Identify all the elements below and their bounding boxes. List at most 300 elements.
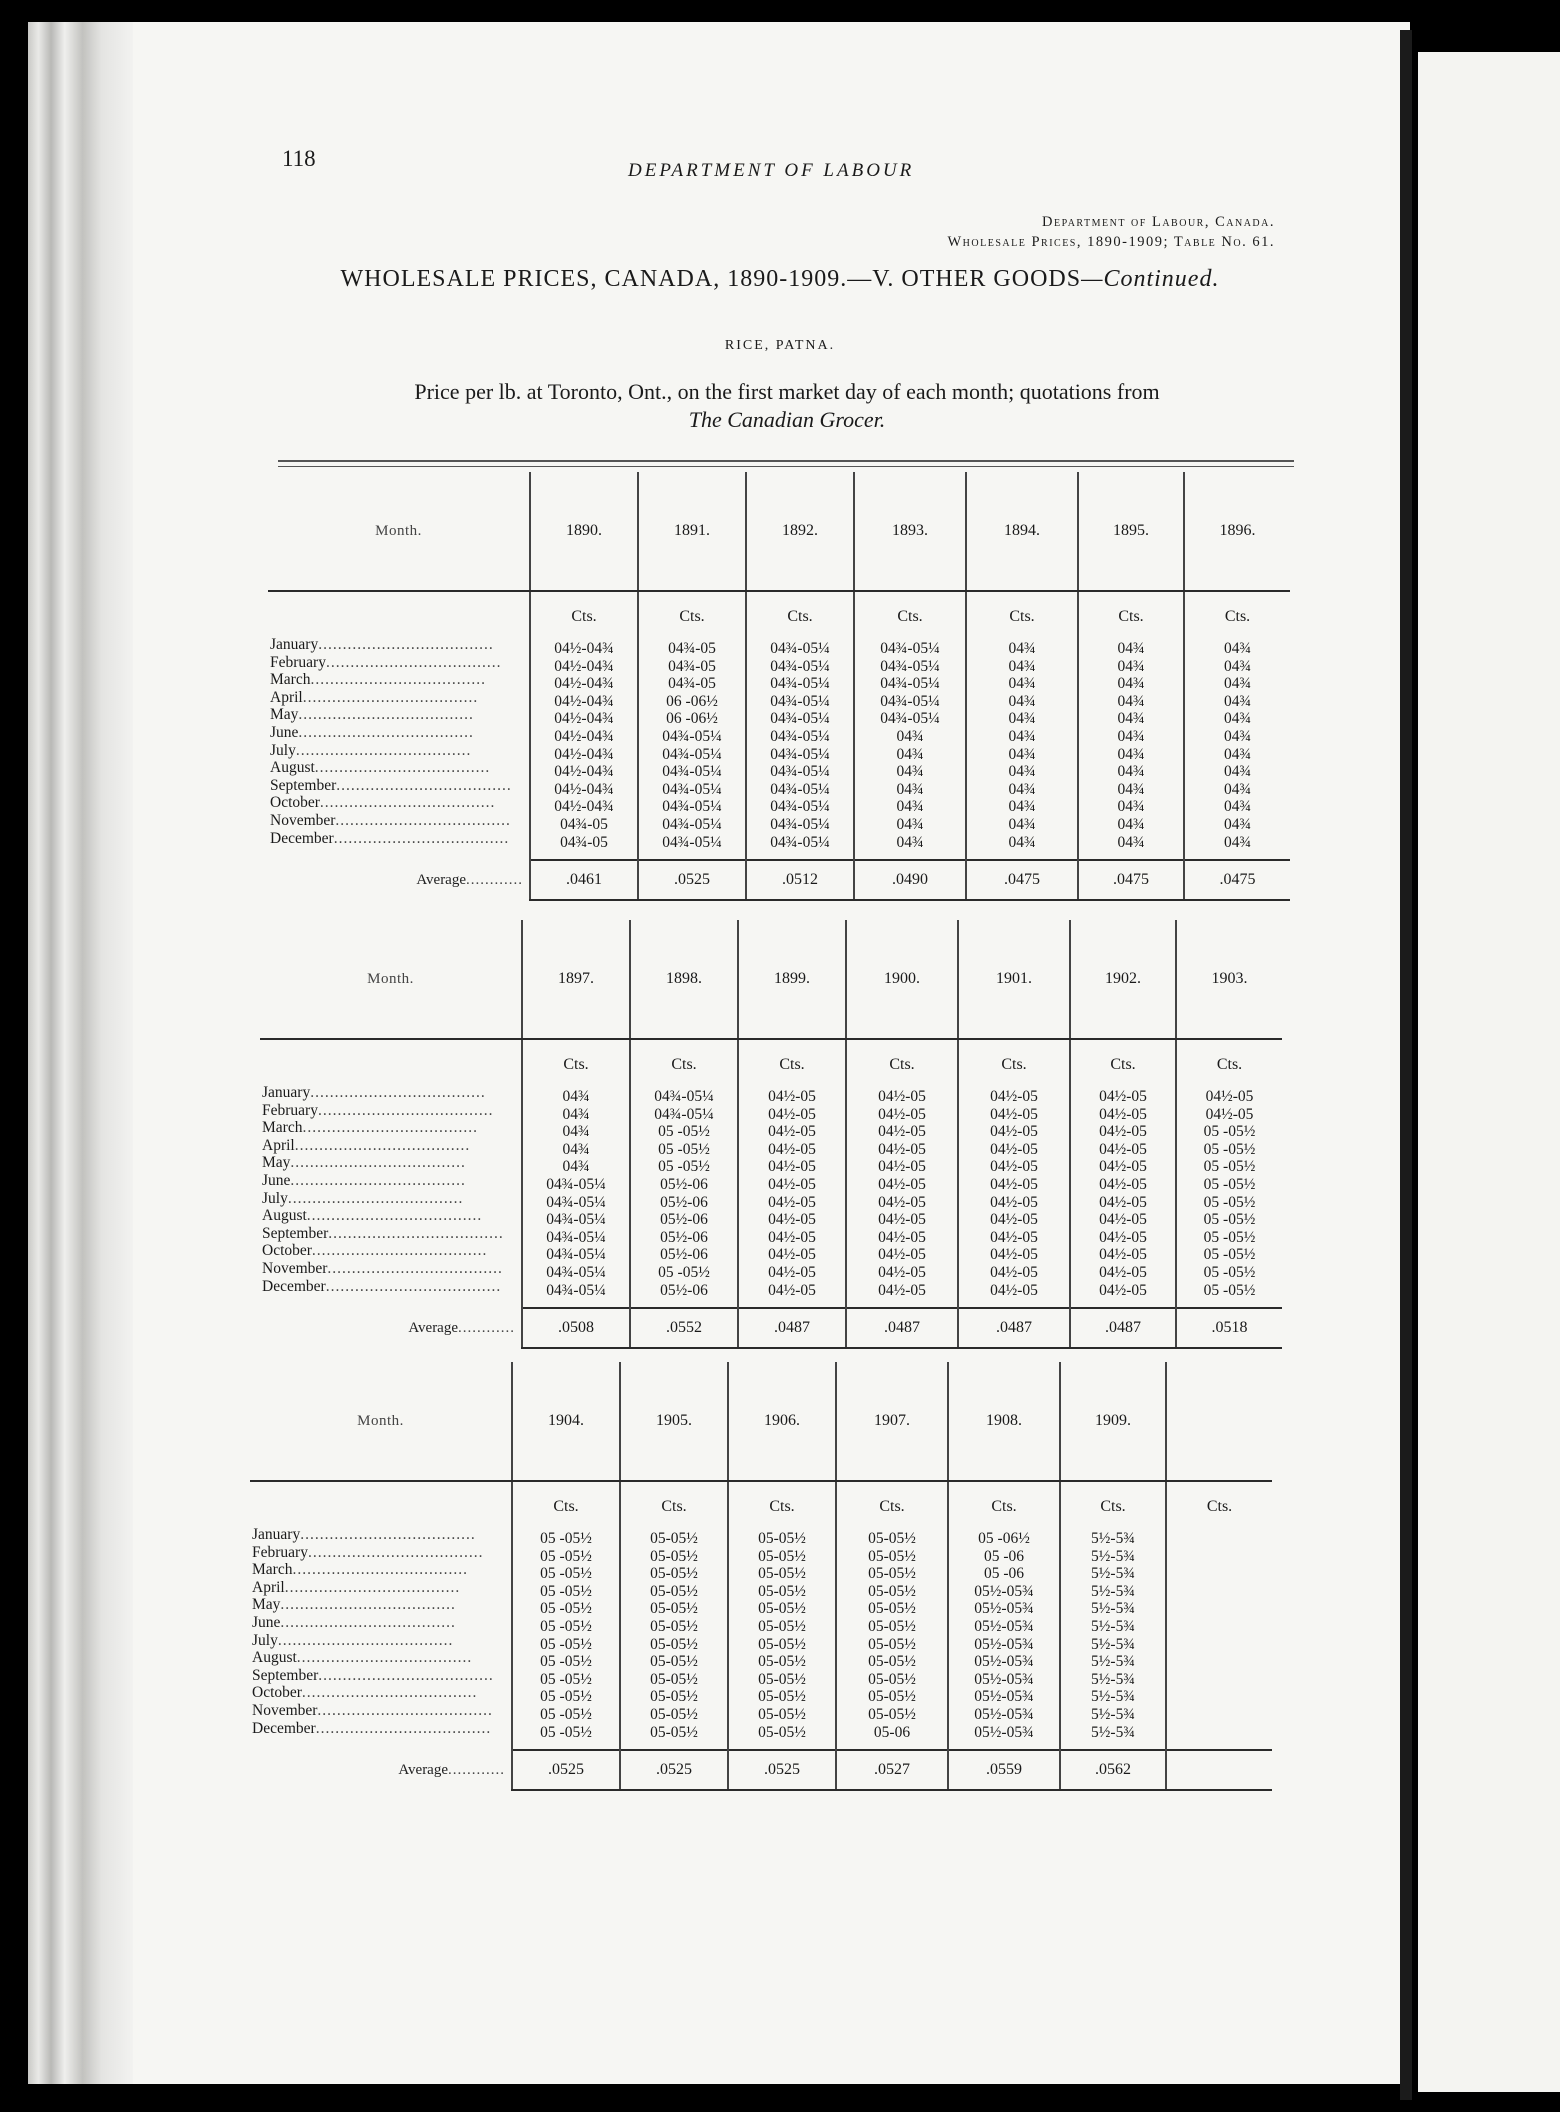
price-cell: 05½-05¾ [974,1723,1034,1741]
leader-dots: .................................... [325,653,502,671]
average-value: .0562 [1060,1750,1166,1790]
month-label [250,1720,511,1738]
year-header: 1903. [1176,920,1282,1039]
leader-dots: .................................... [298,706,474,724]
month-name: February [270,653,326,671]
price-cell: 04¾ [896,763,924,781]
year-column [630,1039,738,1308]
price-cell: 05 -06½ [978,1530,1030,1547]
month-name: June [262,1171,291,1189]
month-name: April [270,688,303,706]
price-cell: 04½-05 [768,1175,816,1193]
year-header: 1896. [1184,472,1290,591]
month-label [260,1225,521,1243]
price-cell: 05-05½ [758,1565,806,1583]
price-cell: 04½-05 [990,1211,1038,1229]
price-cell: 5½-5¾ [1091,1582,1135,1600]
price-cell: 5½-5¾ [1091,1635,1135,1653]
year-column [530,591,638,860]
leader-dots: .................................... [318,636,494,653]
price-cell: 05 -05½ [540,1600,592,1618]
average-value: .0487 [958,1308,1070,1348]
month-label [250,1702,511,1720]
header-row [268,472,1290,591]
unit-label: Cts. [1118,608,1144,625]
price-cell: 04¾ [896,727,924,745]
price-cell: 05-05½ [650,1688,698,1706]
price-cell: 04¾-05¼ [546,1281,606,1299]
price-cell: 06 -06½ [666,710,718,728]
month-header: Month. [260,920,522,1039]
price-cell: 05-05½ [868,1705,916,1723]
month-name: January [252,1526,301,1543]
month-name: June [270,723,299,741]
leader-dots: .................................... [307,1543,484,1561]
month-column [268,591,530,860]
price-cell: 04¾ [896,745,924,763]
price-cell: 5½-5¾ [1091,1670,1135,1688]
price-cell: 05 -05½ [540,1670,592,1688]
average-label [250,1750,512,1790]
price-cell: 05-05½ [758,1688,806,1706]
year-column [1070,1039,1176,1308]
price-cell: 05-05½ [650,1565,698,1583]
year-column [728,1481,836,1750]
average-value: .0559 [948,1750,1060,1790]
price-cell: 04½-05 [768,1123,816,1141]
average-value: .0475 [1184,860,1290,900]
month-label [268,706,529,724]
month-name: February [252,1543,308,1561]
month-name: May [270,706,299,724]
month-label [268,671,529,689]
month-label [268,830,529,848]
year-column [638,591,746,860]
month-label [260,1102,521,1120]
unit-label: Cts. [679,608,705,625]
price-cell: 05 -05½ [540,1635,592,1653]
price-cell: 05-05½ [868,1617,916,1635]
month-label [268,724,529,742]
price-cell: 04½-05 [768,1246,816,1264]
average-value: .0475 [1078,860,1184,900]
month-label [260,1260,521,1278]
month-label [268,812,529,830]
header-row [250,1362,1272,1481]
year-column [1176,1039,1282,1308]
month-name: December [262,1277,326,1295]
price-cell: 04½-05 [878,1088,926,1105]
price-cell: 04¾ [1117,640,1145,657]
month-label [260,1278,521,1296]
average-value: .0487 [846,1308,958,1348]
leader-dots: .................................... [328,1224,504,1242]
price-cell: 05-05½ [650,1653,698,1671]
unit-label: Cts. [779,1056,805,1073]
price-cell: 04¾ [1117,727,1145,745]
price-cell: 05 -05½ [1203,1193,1256,1211]
month-label [260,1154,521,1172]
year-header: 1894. [966,472,1078,591]
average-value: .0475 [966,860,1078,900]
year-column [522,1039,630,1308]
month-label [268,689,529,707]
unit-label: Cts. [991,1498,1017,1515]
price-cell: 04¾ [562,1123,590,1141]
price-cell: 05-05½ [758,1705,806,1723]
month-name: July [262,1189,288,1207]
month-name: May [262,1154,291,1172]
price-cell: 04¾-05¼ [770,763,830,781]
price-cell: 04¾ [1117,780,1145,798]
price-cell: 5½-5¾ [1091,1547,1135,1565]
year-header: 1891. [638,472,746,591]
month-name: October [270,794,320,812]
unit-label: Cts. [1224,608,1251,625]
price-cell: 04¾-05¼ [546,1228,606,1246]
price-cell: 04¾-05¼ [770,692,830,710]
price-cell: 04½-04¾ [554,745,614,763]
average-value: .0525 [620,1750,728,1790]
leader-dots: .................................... [319,794,496,812]
header-row [260,920,1282,1039]
price-cell: 04¾ [1223,692,1252,710]
price-cell: 04¾ [1117,798,1145,816]
price-cell: 04¾ [1117,675,1145,693]
price-cell: 04½-05 [878,1228,926,1246]
month-label [250,1579,511,1597]
price-cell: 05-05½ [650,1530,698,1547]
leader-dots: .................................... [311,1242,488,1260]
unit-label: Cts. [671,1056,697,1073]
month-name: September [262,1224,329,1242]
price-cell: 05 -05½ [658,1158,710,1176]
price-cell [1167,1688,1272,1706]
price-cell: 04¾ [896,833,924,851]
month-name: July [252,1631,278,1649]
price-cell: 04¾ [1117,815,1145,833]
unit-label: Cts. [1110,1056,1136,1073]
year-header: 1905. [620,1362,728,1481]
price-cell [1167,1530,1272,1548]
month-label [260,1084,521,1102]
price-cell: 05-05½ [758,1723,806,1741]
month-label [250,1684,511,1702]
price-cell: 04½-04¾ [554,710,614,728]
price-cell: 04¾ [896,815,924,833]
year-column [746,591,854,860]
leader-dots: .................................... [317,1701,493,1719]
leader-dots: .................................... [300,1526,476,1543]
price-cell: 04½-05 [990,1246,1038,1264]
price-cell: 04¾-05¼ [880,710,940,728]
year-column [512,1481,620,1750]
price-cell [1167,1600,1272,1618]
leader-dots: .................................... [335,811,511,829]
leader-dots: .................................... [333,829,510,847]
price-cell: 05-05½ [650,1617,698,1635]
month-name: November [262,1259,328,1277]
year-column [738,1039,846,1308]
month-name: April [252,1578,285,1596]
year-column [1184,591,1290,860]
reference-line-1: Department of Labour, Canada. [1041,214,1275,230]
price-cell: 05-05½ [758,1670,806,1688]
price-cell: 05-05½ [868,1530,916,1547]
price-cell: 04½-05 [878,1158,926,1176]
year-header: 1904. [512,1362,620,1481]
price-cell: 04¾-05¼ [546,1263,606,1281]
month-label [250,1649,511,1667]
month-column [260,1039,522,1308]
price-cell: 04¾ [562,1140,590,1158]
price-cell: 04¾ [1008,675,1036,693]
price-cell: 04½-04¾ [554,798,614,816]
average-value [1166,1750,1272,1790]
price-cell [1167,1548,1272,1566]
year-column [1078,591,1184,860]
year-column [854,591,966,860]
price-cell: 05-05½ [650,1582,698,1600]
unit-label: Cts. [889,1056,915,1073]
price-cell: 05½-06 [660,1193,708,1211]
unit-label: Cts. [879,1498,905,1515]
reference-line-2: Wholesale Prices, 1890-1909; Table No. 61. [947,234,1275,250]
price-cell: 04¾ [562,1088,590,1105]
month-label [260,1137,521,1155]
price-cell: 05-05½ [868,1600,916,1618]
month-name: August [252,1649,297,1667]
price-cell: 05 -05½ [1203,1158,1256,1176]
book-binding-edge [28,22,133,2084]
price-cell: 04¾ [1223,657,1252,675]
unit-label: Cts. [571,608,597,625]
price-cell: 04½-04¾ [554,692,614,710]
month-label [250,1561,511,1579]
price-cell: 05-05½ [758,1600,806,1618]
price-cell: 04½-04¾ [554,727,614,745]
year-column [948,1481,1060,1750]
month-header: Month. [268,472,530,591]
year-header: 1890. [530,472,638,591]
month-label [260,1172,521,1190]
average-row [268,860,1290,900]
price-cell [1167,1565,1272,1583]
price-cell: 06 -06½ [666,692,718,710]
month-name: August [262,1207,307,1225]
price-cell: 04½-04¾ [554,657,614,675]
year-header: 1909. [1060,1362,1166,1481]
price-cell: 04½-05 [990,1088,1038,1105]
price-cell: 04½-05 [878,1175,926,1193]
year-header [1166,1362,1272,1481]
price-cell: 04¾-05¼ [546,1175,606,1193]
leader-dots: .................................... [314,759,491,777]
price-cell: 04¾ [1223,727,1252,745]
price-cell: 05-05½ [868,1565,916,1583]
price-cell: 05-06 [873,1723,911,1741]
price-cell: 04¾-05¼ [770,780,830,798]
year-column [958,1039,1070,1308]
year-header: 1908. [948,1362,1060,1481]
average-row [250,1750,1272,1790]
price-cell: 04½-05 [878,1123,926,1141]
month-label [250,1667,511,1685]
price-cell: 05-05½ [868,1582,916,1600]
commodity-subtitle: RICE, PATNA. [724,338,836,353]
year-column [620,1481,728,1750]
average-row [260,1308,1282,1348]
price-cell: 05½-06 [660,1175,708,1193]
price-table-2 [260,920,1282,1349]
price-cell: 04½-04¾ [554,640,614,657]
price-cell: 04¾-05 [560,815,608,833]
price-cell: 05 -05½ [1203,1246,1256,1264]
price-cell: 04¾-05¼ [662,798,722,816]
price-cell: 05 -05½ [1203,1175,1256,1193]
average-value: .0508 [522,1308,630,1348]
price-cell: 04½-05 [878,1193,926,1211]
leader-dots: .................................... [287,1189,464,1207]
price-cell [1167,1636,1272,1654]
unit-label: Cts. [661,1498,687,1515]
price-cell: 04¾-05¼ [770,815,830,833]
leader-dots: .................................... [298,723,474,741]
price-cell: 05½-06 [660,1246,708,1264]
price-cell: 05-05½ [650,1547,698,1565]
price-cell: 04½-05 [1099,1263,1147,1281]
month-name: September [270,776,337,794]
month-name: March [262,1119,303,1137]
year-header: 1893. [854,472,966,591]
price-cell: 05-05½ [868,1653,916,1671]
price-cell: 04¾ [896,798,924,816]
price-cell: 5½-5¾ [1091,1565,1135,1583]
price-cell: 04½-05 [768,1263,816,1281]
month-name: November [252,1701,318,1719]
month-name: June [252,1613,281,1631]
month-label [268,654,529,672]
price-cell: 05 -05½ [540,1705,592,1723]
price-cell: 04¾ [1008,710,1036,728]
price-cell: 05-05½ [758,1653,806,1671]
price-cell: 04½-05 [990,1175,1038,1193]
price-cell: 04¾ [1223,745,1252,763]
average-label-text: Average [416,871,466,888]
facing-page-edge [1418,52,1560,2092]
price-cell: 05 -05½ [658,1263,710,1281]
price-cell: 04¾ [562,1158,590,1176]
price-cell: 04¾ [1223,675,1252,693]
price-cell: 04¾ [1223,710,1252,728]
year-header: 1898. [630,920,738,1039]
leader-dots: .................................... [280,1596,456,1614]
unit-label: Cts. [1216,1056,1243,1073]
month-name: December [270,829,334,847]
average-value: .0525 [512,1750,620,1790]
average-value: .0487 [1070,1308,1176,1348]
price-cell [1167,1724,1272,1742]
leader-dots: .................................... [315,1719,492,1737]
price-cell: 5½-5¾ [1091,1705,1135,1723]
price-cell: 04¾-05¼ [662,727,722,745]
price-cell: 5½-5¾ [1091,1723,1135,1741]
price-cell: 04½-05 [878,1281,926,1299]
price-cell: 05 -05½ [540,1582,592,1600]
price-cell: 04½-05 [1099,1228,1147,1246]
price-cell: 04½-05 [990,1281,1038,1299]
price-cell: 05-05½ [758,1635,806,1653]
price-cell: 04½-05 [878,1263,926,1281]
price-cell: 04½-05 [990,1193,1038,1211]
month-label [260,1119,521,1137]
price-cell: 04¾-05¼ [662,815,722,833]
running-title: DEPARTMENT OF LABOUR [628,160,915,181]
average-value: .0518 [1176,1308,1282,1348]
price-cell: 04¾ [562,1105,590,1123]
month-name: October [252,1684,302,1702]
price-cell: 05½-05¾ [974,1670,1034,1688]
price-cell: 04¾-05¼ [770,657,830,675]
price-cell: 04½-05 [1099,1140,1147,1158]
price-cell: 04¾-05¼ [546,1246,606,1264]
price-cell: 05½-06 [660,1281,708,1299]
average-label [268,860,530,900]
leader-dots: .................................... [310,1084,486,1101]
price-table-3 [250,1362,1272,1791]
price-cell: 5½-5¾ [1091,1653,1135,1671]
price-cell: 04¾-05 [668,675,716,693]
unit-label: Cts. [1100,1498,1126,1515]
price-cell: 04½-05 [768,1158,816,1176]
price-cell: 05½-05¾ [974,1653,1034,1671]
price-cell: 04½-05 [1205,1105,1254,1123]
price-cell: 04¾ [1117,657,1145,675]
price-cell: 04¾-05 [560,833,608,851]
price-cell: 04½-05 [768,1281,816,1299]
month-label [268,777,529,795]
price-cell [1167,1583,1272,1601]
leader-dots: .................................... [317,1101,494,1119]
leader-dots: .................................... [310,671,486,689]
month-name: August [270,759,315,777]
leader-dots: ............ [458,1319,515,1336]
price-cell: 04¾ [1117,745,1145,763]
price-cell: 05 -05½ [540,1530,592,1547]
document-title [0,266,1560,293]
month-label [268,636,529,654]
price-cell: 05 -05½ [658,1140,710,1158]
month-label [260,1190,521,1208]
price-cell: 05 -05½ [658,1123,710,1141]
price-cell: 04½-05 [1099,1193,1147,1211]
price-cell: 04½-04¾ [554,780,614,798]
month-label [268,742,529,760]
leader-dots: .................................... [280,1613,456,1631]
price-cell: 05-05½ [650,1670,698,1688]
average-value: .0525 [638,860,746,900]
price-cell: 04¾ [1223,763,1252,781]
price-cell: 05-05½ [758,1617,806,1635]
price-cell: 05-05½ [868,1688,916,1706]
leader-dots: .................................... [277,1631,454,1649]
price-cell [1167,1618,1272,1636]
leader-dots: .................................... [294,1136,471,1154]
month-label [250,1632,511,1650]
leader-dots: .................................... [327,1259,503,1277]
average-value: .0527 [836,1750,948,1790]
month-label [260,1207,521,1225]
